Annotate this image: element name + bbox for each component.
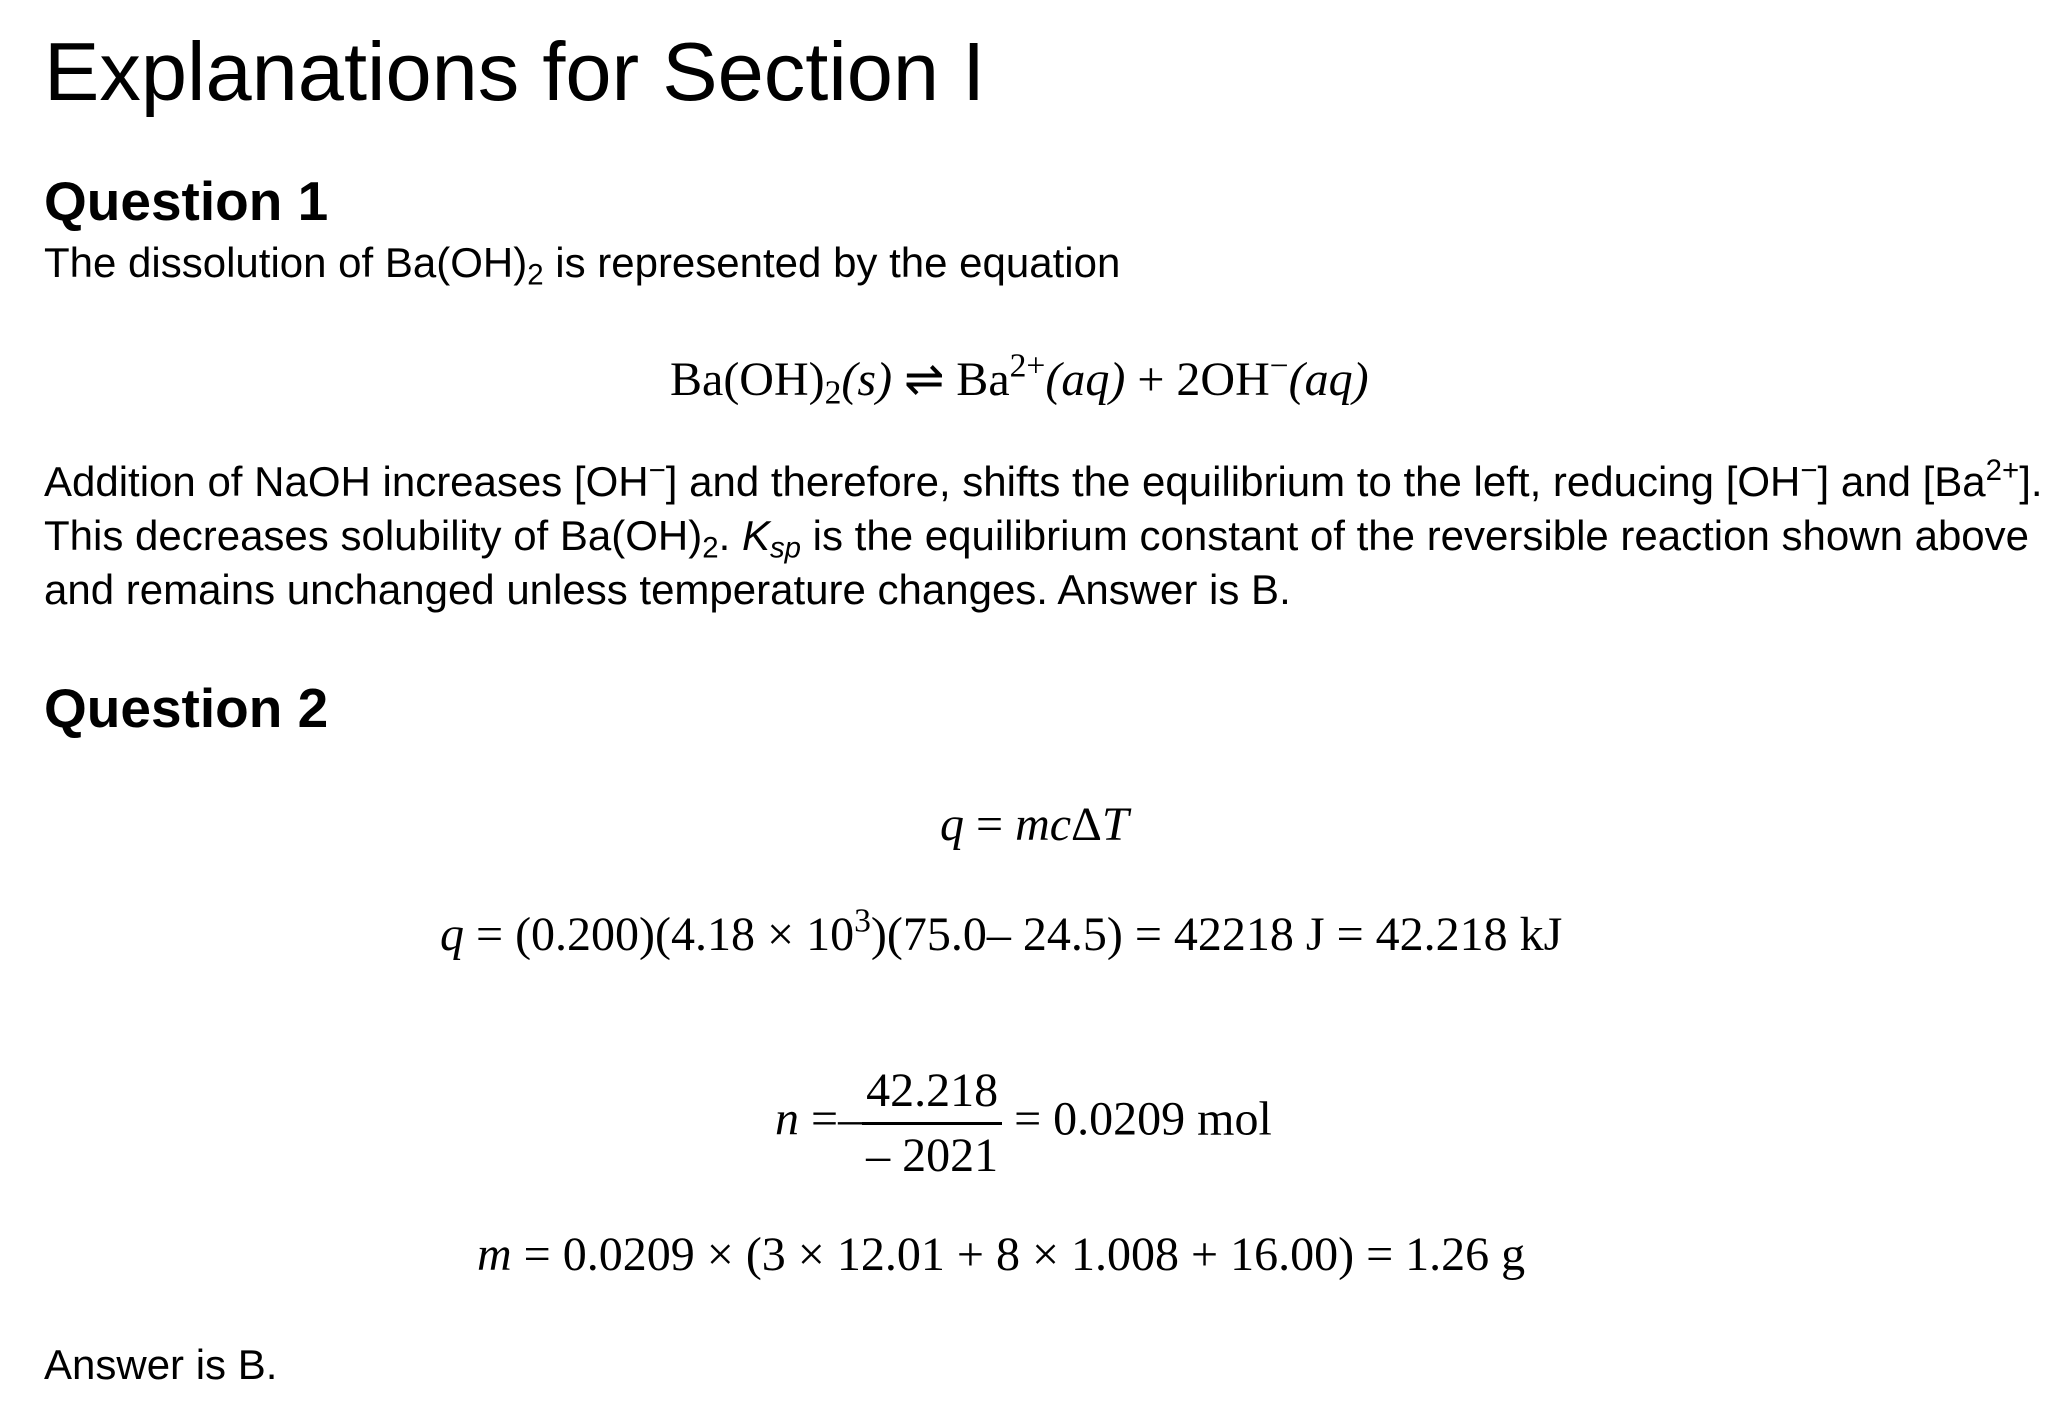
page-title: Explanations for Section I — [44, 25, 986, 118]
heat-calculation: $q = (0.200)(4.18 \times 10^3)(75.0-$ 24.5) = 42218 J = 42.218 kJ — [440, 902, 1563, 961]
question-1-heading: Question 1 — [44, 170, 329, 232]
heat-formula: q = mcΔT — [940, 798, 1129, 851]
question-2-answer: Answer is B. — [44, 1341, 278, 1388]
moles-fraction — [862, 1060, 1002, 1187]
mass-calculation: m = 0.0209 × (3 × 12.01 + 8 × 1.008 + 16.00) = 1.26 g — [477, 1228, 1526, 1281]
question-1-intro: The dissolution of $Ba(OH)_2$ is represented by the equation — [44, 239, 1121, 292]
fraction-numerator: 42.218 — [862, 1060, 1002, 1125]
question-2-heading: Question 2 — [44, 677, 329, 739]
moles-calculation: n =– $\frac{42.218}{- 2021}$ = 0.0209 mol — [775, 1060, 1272, 1187]
dissolution-equation: $Ba(OH)_2(s)$ ⇌ $Ba^{2+}(aq) + 2OH^-(aq)$ — [670, 347, 1369, 412]
question-1-explanation: Addition of NaOH increases [OH−] and therefore, shifts the equilibrium to the left, reducing [OH−] and $[Ba^{2+}]$. This decreases solubility of $Ba(OH)_2$. $K_{sp}$ is the equilibrium constant of the reversible reaction shown above and remains unchanged unless temperature changes. Answer is B. — [44, 453, 2043, 613]
fraction-denominator: – 2021 — [866, 1129, 999, 1182]
